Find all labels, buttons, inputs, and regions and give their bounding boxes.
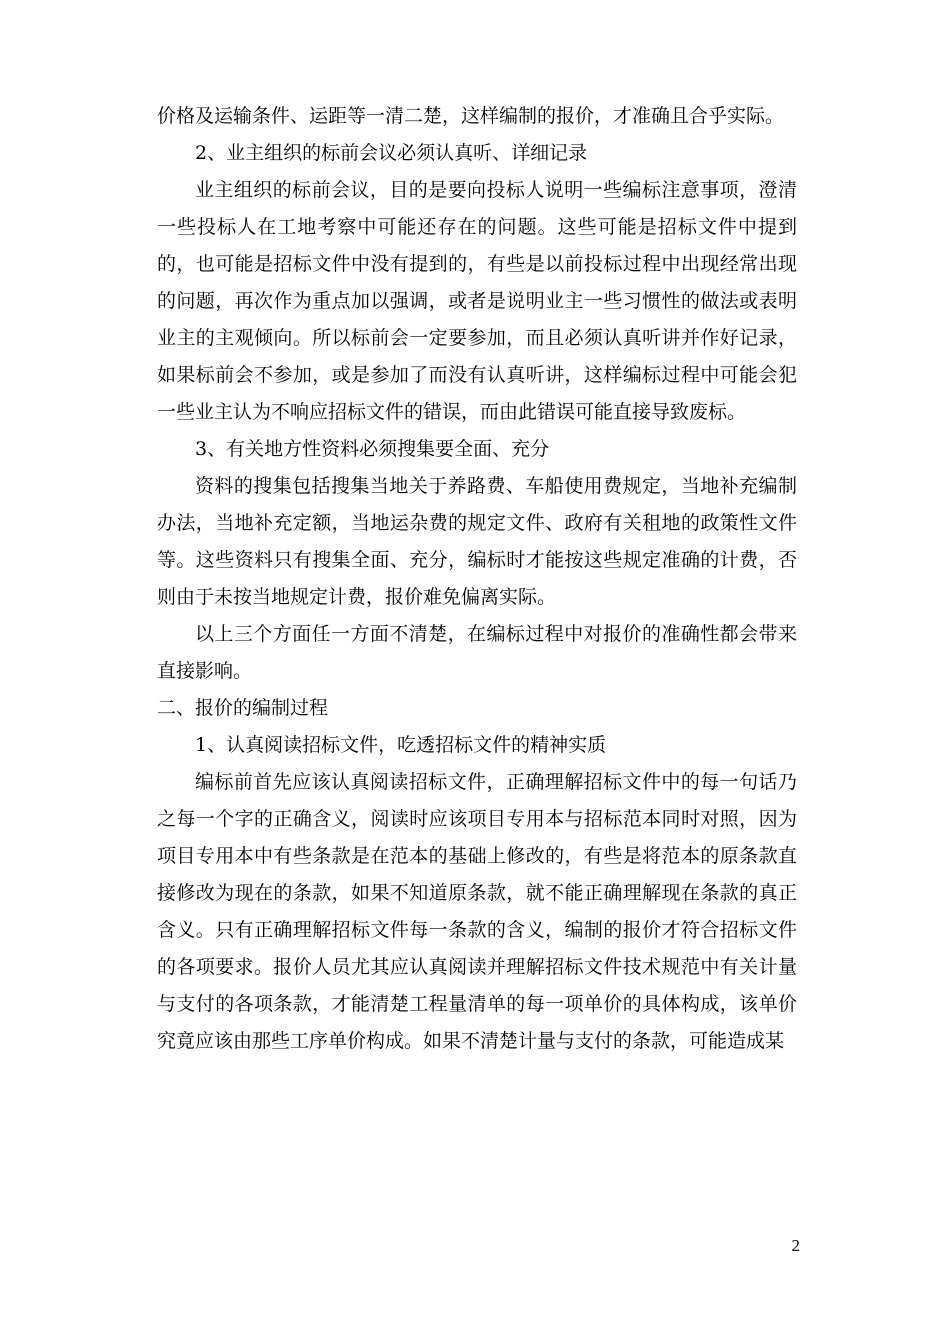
paragraph-5: 资料的搜集包括搜集当地关于养路费、车船使用费规定，当地补充编制办法，当地补充定额，当地运杂费的规定文件、政府有关租地的政策性文件等。这些资料只有搜集全面、充分，编标时才能按这些规定准确的计费，否则由于未按当地规定计费，报价难免偏离实际。 bbox=[157, 475, 797, 608]
body-text bbox=[157, 98, 797, 1060]
paragraph-9: 编标前首先应该认真阅读招标文件，正确理解招标文件中的每一句话乃之每一个字的正确含义，阅读时应该项目专用本与招标范本同时对照，因为项目专用本中有些条款是在范本的基础上修改的，有些是将范本的原条款直接修改为现在的条款，如果不知道原条款，就不能正确理解现在条款的真正含义。只有正确理解招标文件每一条款的含义，编制的报价才符合招标文件的各项要求。报价人员尤其应认真阅读并理解招标文件技术规范中有关计量与支付的各项条款，才能清楚工程量清单的每一项单价的具体构成，该单价究竟应该由那些工序单价构成。如果不清楚计量与支付的条款，可能造成某 bbox=[157, 771, 797, 1052]
section-heading-7: 二、报价的编制过程 bbox=[157, 697, 329, 719]
paragraph-6: 以上三个方面任一方面不清楚，在编标过程中对报价的准确性都会带来直接影响。 bbox=[157, 623, 797, 682]
paragraph-3: 业主组织的标前会议，目的是要向投标人说明一些编标注意事项，澄清一些投标人在工地考察中可能还存在的问题。这些可能是招标文件中提到的，也可能是招标文件中没有提到的，有些是以前投标过程中出现经常出现的问题，再次作为重点加以强调，或者是说明业主一些习惯性的做法或表明业主的主观倾向。所以标前会一定要参加，而且必须认真听讲并作好记录，如果标前会不参加，或是参加了而没有认真听讲，这样编标过程中可能会犯一些业主认为不响应招标文件的错误，而由此错误可能直接导致废标。 bbox=[157, 179, 797, 423]
section-heading-4: 3、有关地方性资料必须搜集要全面、充分 bbox=[195, 438, 550, 460]
page-number: 2 bbox=[791, 1236, 800, 1255]
section-heading-2: 2、业主组织的标前会议必须认真听、详细记录 bbox=[195, 142, 588, 164]
paragraph-1: 价格及运输条件、运距等一清二楚，这样编制的报价，才准确且合乎实际。 bbox=[157, 105, 785, 127]
section-heading-8: 1、认真阅读招标文件，吃透招标文件的精神实质 bbox=[195, 734, 607, 756]
